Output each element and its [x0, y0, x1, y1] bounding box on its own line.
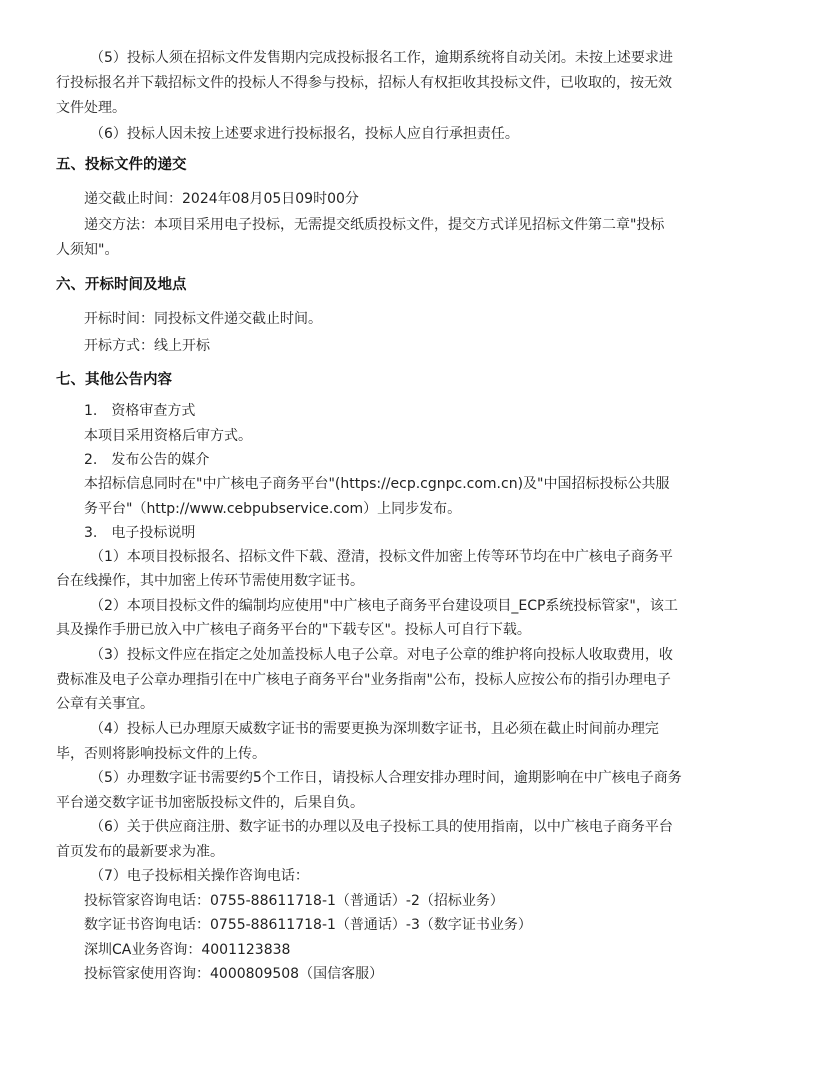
contact-line: 投标管家咨询电话：0755-88611718-1（普通话）-2（招标业务） [84, 893, 504, 909]
paragraph-line: 文件处理。 [56, 100, 126, 116]
contact-line: 投标管家使用咨询：4000809508（国信客服） [84, 966, 384, 982]
paragraph-line: （1）本项目投标报名、招标文件下载、澄清，投标文件加密上传等环节均在中广核电子商务平 [90, 549, 673, 565]
subsection-title: 3. 电子投标说明 [84, 525, 196, 541]
paragraph-line: 本招标信息同时在"中广核电子商务平台"(https://ecp.cgnpc.com.cn)及"中国招标投标公共服 [84, 476, 670, 492]
paragraph-line: （2）本项目投标文件的编制均应使用"中广核电子商务平台建设项目_ECP系统投标管家"，该工 [90, 598, 678, 614]
paragraph-line: （3）投标文件应在指定之处加盖投标人电子公章。对电子公章的维护将向投标人收取费用，收 [90, 647, 673, 663]
section-heading-7: 七、其他公告内容 [56, 372, 172, 388]
submission-method-line: 递交方法：本项目采用电子投标，无需提交纸质投标文件，提交方式详见招标文件第二章"投标 [84, 217, 665, 233]
paragraph-line: 具及操作手册已放入中广核电子商务平台的"下载专区"。投标人可自行下载。 [56, 622, 531, 638]
paragraph-line: 平台递交数字证书加密版投标文件的，后果自负。 [56, 795, 364, 811]
paragraph-line: （6）关于供应商注册、数字证书的办理以及电子投标工具的使用指南，以中广核电子商务平台 [90, 819, 673, 835]
paragraph-line: 公章有关事宜。 [56, 696, 154, 712]
paragraph-line: （6）投标人因未按上述要求进行投标报名，投标人应自行承担责任。 [90, 126, 519, 142]
paragraph-line: 本项目采用资格后审方式。 [84, 428, 252, 444]
paragraph-line: 台在线操作，其中加密上传环节需使用数字证书。 [56, 573, 364, 589]
paragraph-line: （5）办理数字证书需要约5个工作日，请投标人合理安排办理时间，逾期影响在中广核电子商务 [90, 770, 682, 786]
paragraph-line: （4）投标人已办理原天威数字证书的需要更换为深圳数字证书，且必须在截止时间前办理完 [90, 721, 659, 737]
paragraph-line: 务平台"（http://www.cebpubservice.com）上同步发布。 [84, 501, 462, 517]
section-heading-5: 五、投标文件的递交 [56, 157, 187, 173]
paragraph-line: （7）电子投标相关操作咨询电话： [90, 868, 309, 884]
paragraph-line: 首页发布的最新要求为准。 [56, 844, 224, 860]
submission-deadline: 递交截止时间：2024年08月05日09时00分 [84, 191, 359, 207]
section-heading-6: 六、开标时间及地点 [56, 277, 187, 293]
opening-mode: 开标方式：线上开标 [84, 338, 210, 354]
subsection-title: 1. 资格审查方式 [84, 403, 196, 419]
opening-time: 开标时间：同投标文件递交截止时间。 [84, 311, 322, 327]
paragraph-line: 毕，否则将影响投标文件的上传。 [56, 746, 266, 762]
paragraph-line: （5）投标人须在招标文件发售期内完成投标报名工作，逾期系统将自动关闭。未按上述要求进 [90, 50, 673, 66]
paragraph-line: 费标准及电子公章办理指引在中广核电子商务平台"业务指南"公布，投标人应按公布的指引办理电子 [56, 672, 671, 688]
contact-line: 数字证书咨询电话：0755-88611718-1（普通话）-3（数字证书业务） [84, 917, 532, 933]
paragraph-line: 行投标报名并下载招标文件的投标人不得参与投标，招标人有权拒收其投标文件，已收取的，按无效 [56, 75, 672, 91]
subsection-title: 2. 发布公告的媒介 [84, 452, 210, 468]
submission-method-line: 人须知"。 [56, 242, 119, 258]
contact-line: 深圳CA业务咨询：4001123838 [84, 942, 291, 958]
